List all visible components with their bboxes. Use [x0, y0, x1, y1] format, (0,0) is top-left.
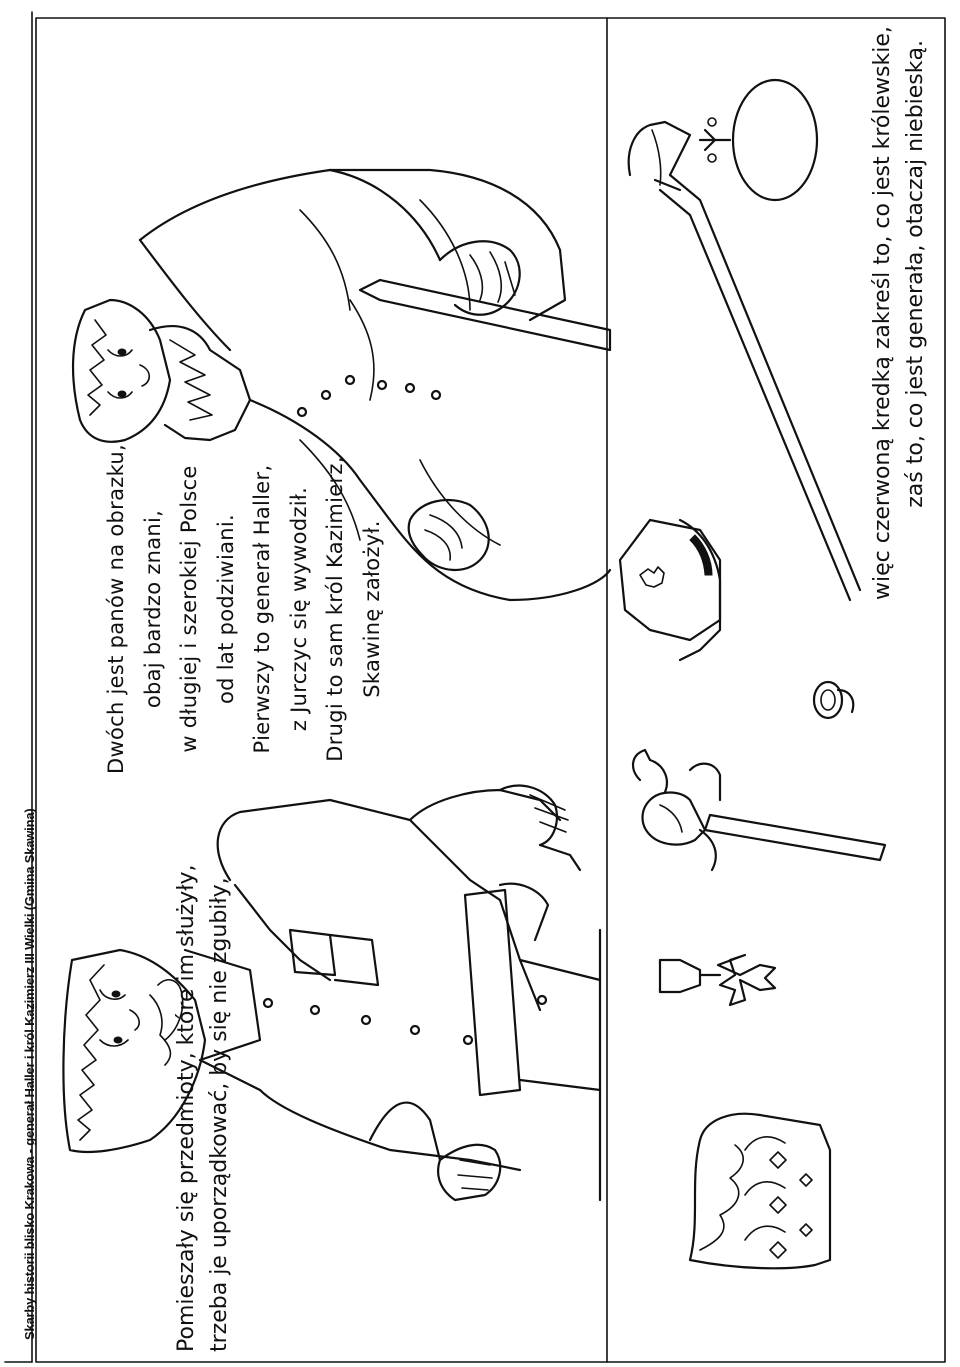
instructions-right: [866, 26, 932, 600]
instructions-left: [170, 864, 236, 1352]
royal-scepter-icon: [633, 750, 885, 870]
poem-line: Skawinę założył.: [359, 520, 384, 698]
poem-line: Drugi to sam król Kazimierz,: [323, 456, 347, 762]
poem: [98, 374, 390, 844]
poem-line: w długiej i szerokiej Polsce: [177, 465, 201, 753]
poem-line: Dwóch jest panów na obrazku,: [104, 444, 128, 774]
poem-line: z Jurczyc się wywodził.: [286, 486, 311, 732]
ring-icon: [814, 682, 853, 718]
poem-line: od lat podziwiani.: [213, 514, 238, 704]
poem-line: obaj bardzo znani,: [140, 509, 165, 709]
instruction-line: zaś to, co jest generała, otaczaj niebieską.: [903, 40, 928, 508]
page-header-title: Skarby historii blisko Krakowa - generał Haller i król Kazimierz III Wielki (Gmina Skawina): [22, 808, 37, 1340]
military-cap-icon: [620, 520, 720, 660]
poem-line: Pierwszy to generał Haller,: [250, 464, 274, 754]
instruction-line: trzeba je uporządkować, by się nie zgubiły,: [207, 877, 232, 1352]
crown-icon: [690, 1114, 830, 1269]
instruction-line: więc czerwoną kredką zakreśl to, co jest królewskie,: [870, 26, 895, 600]
instruction-line: Pomieszały się przedmioty, które im służyły,: [174, 864, 199, 1352]
royal-orb-icon: [700, 80, 817, 200]
military-cross-icon: [660, 955, 775, 1005]
sabre-icon: [629, 122, 860, 600]
general-haller-figure: [63, 786, 600, 1200]
